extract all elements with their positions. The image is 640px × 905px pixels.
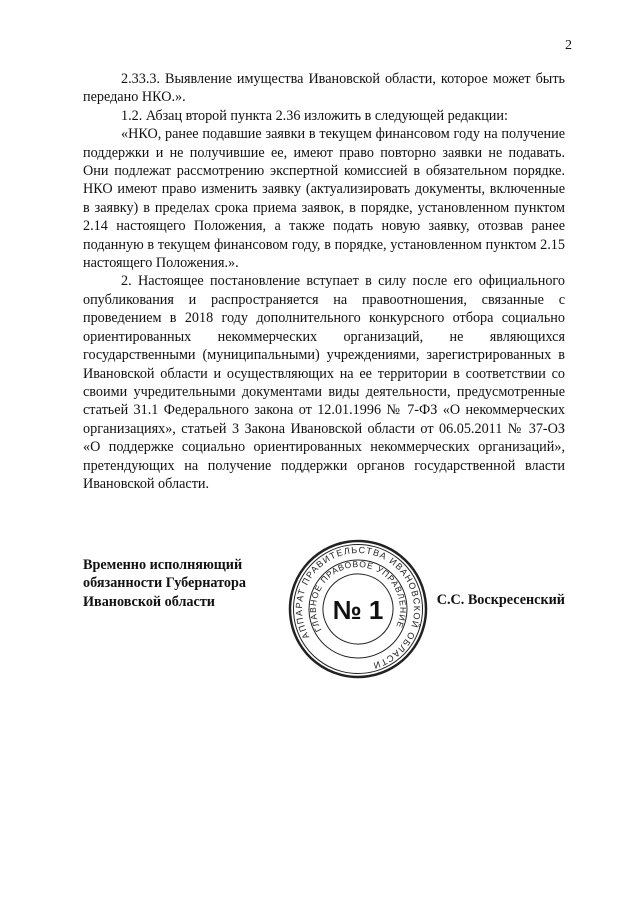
signer-title-line: Ивановской области [83,593,215,610]
paragraph-item-2-33-3: 2.33.3. Выявление имущества Ивановской области, которое может быть передано НКО.». [83,71,565,106]
paragraph-item-1-2: 1.2. Абзац второй пункта 2.36 изложить в следующей редакции: [121,107,508,124]
page-number: 2 [565,38,572,53]
signer-name: С.С. Воскресенский [436,592,565,608]
signer-title-line: обязанности Губернатора [83,575,246,592]
stamp-number: № 1 [332,595,384,625]
signer-title [83,556,283,611]
stamp-ring-text: АППАРАТ ПРАВИТЕЛЬСТВА ИВАНОВСКОЙ ОБЛАСТИ [293,544,423,671]
official-stamp [287,538,429,680]
signature-block [83,544,565,676]
stamp-inner-text: ГЛАВНОЕ ПРАВОВОЕ УПРАВЛЕНИЕ [307,558,409,634]
signer-title-line: Временно исполняющий [83,557,243,573]
paragraph-item-2: 2. Настоящее постановление вступает в силу после его официального опубликования и распространяется на правоотношения, связанные с проведением в 2018 году дополнительного конкурсного отбора социально ориентированных некоммерческих организаций, не являющихся государственными (муниципальными) учреждениями, зарегистрированных в Ивановской области и осуществляющих на ее территории в соответствии со своими учредительными документами виды деятельности, предусмотренные статьей 31.1 Федерального закона от 12.01.1996 № 7-ФЗ «О некоммерческих организациях», статьей 3 Закона Ивановской области от 06.05.2011 № 37-ОЗ «О поддержке социально ориентированных некоммерческих организаций», претендующих на получение поддержки органов государственной власти Ивановской области. [83,273,565,492]
paragraph-quoted-amendment: «НКО, ранее подавшие заявки в текущем финансовом году на получение поддержки и не получившие ее, имеют право повторно заявки не подавать. Они подлежат рассмотрению экспертной комиссией в обязательном порядке. НКО имеют право изменить заявку (актуализировать документы, включенные в заявку) в пределах срока приема заявок, в порядке, установленном пунктом 2.14 настоящего Положения, а также подать новую заявку, отозвав ранее поданную в текущем финансовом году, в порядке, установленном пунктом 2.15 настоящего Положения.». [83,126,565,272]
document-body [83,70,565,493]
